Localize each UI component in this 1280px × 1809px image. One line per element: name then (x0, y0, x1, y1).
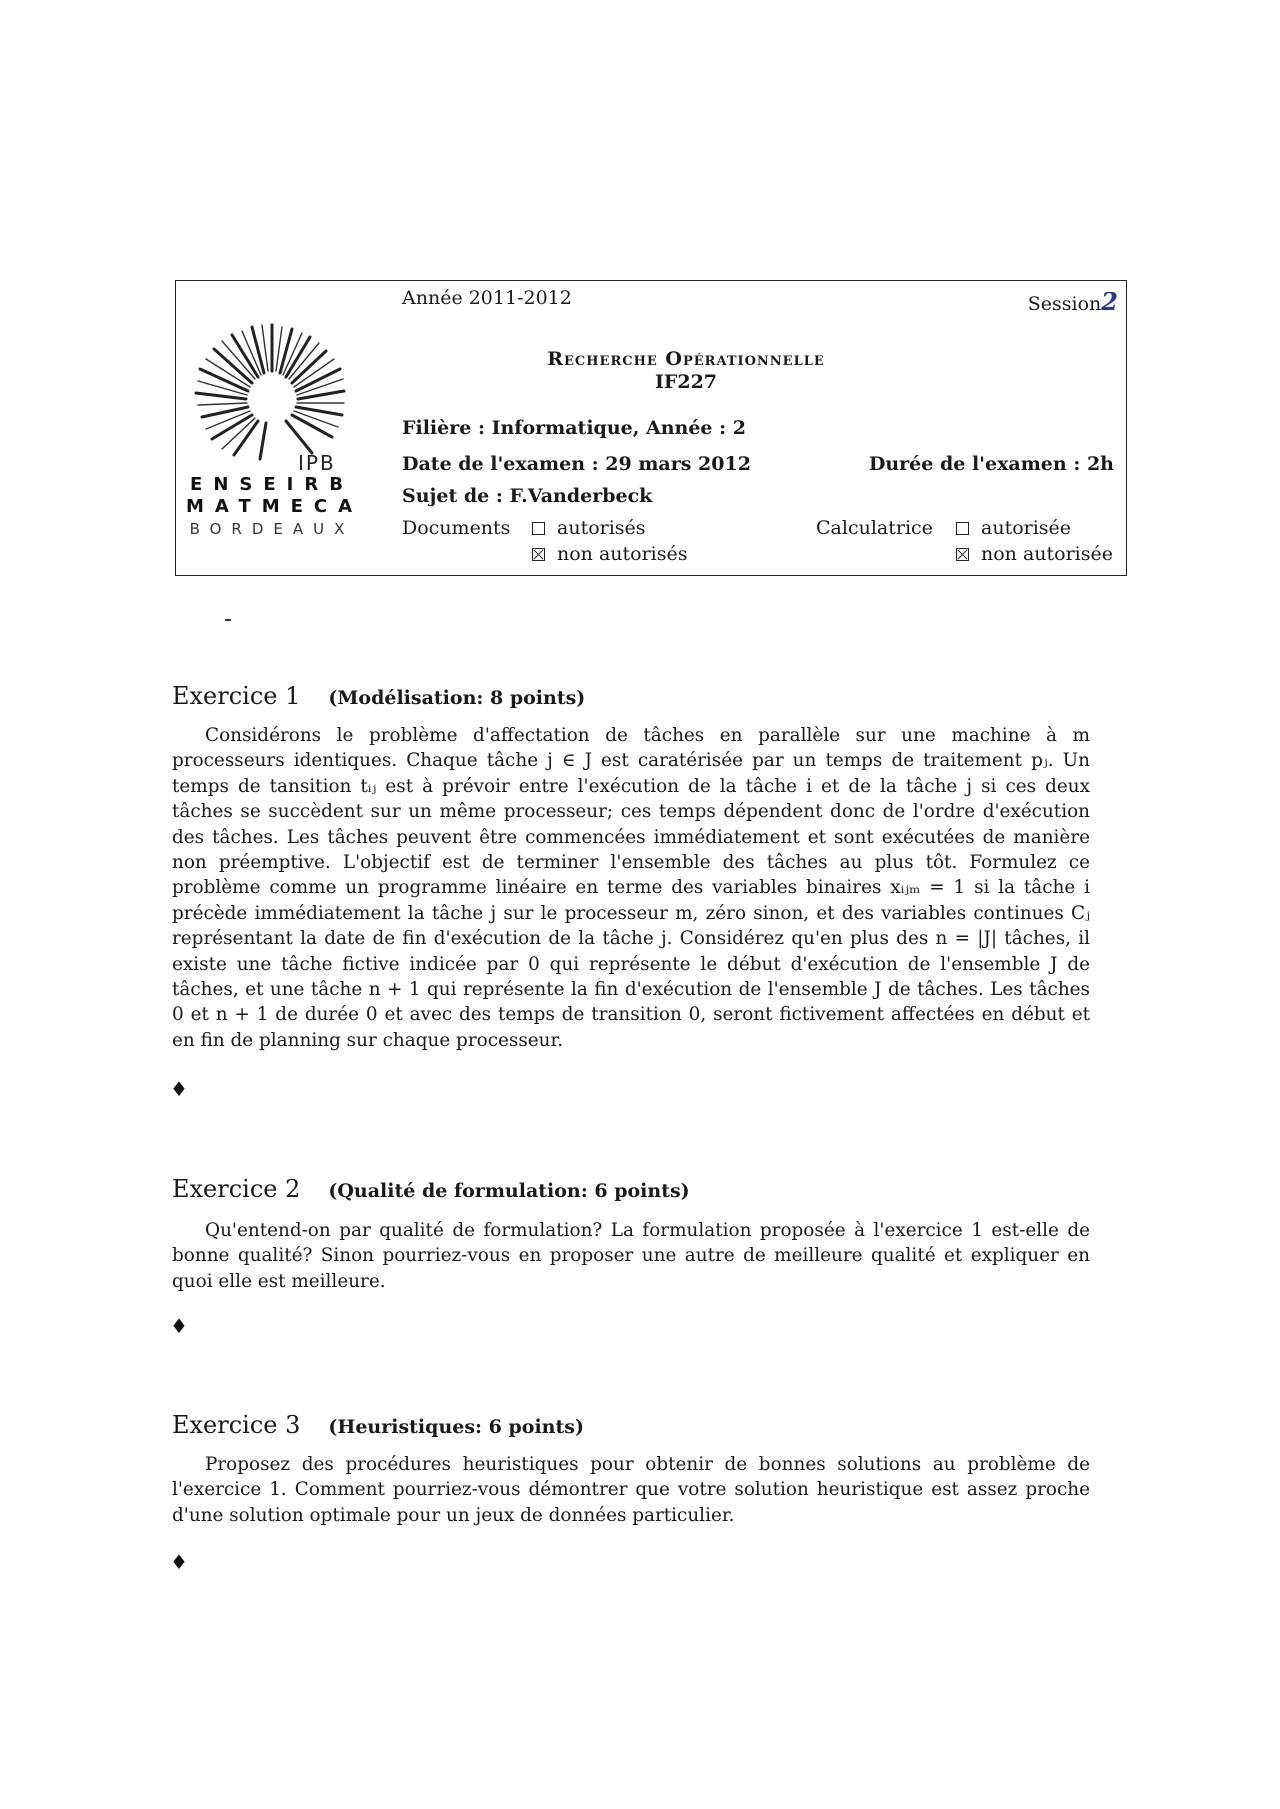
exercise-1-title: Exercice 1 (172, 682, 301, 710)
calculator-label: Calculatrice (816, 517, 933, 539)
exercise-3-title: Exercice 3 (172, 1411, 301, 1439)
ipb-enseirb-matmeca-logo (186, 321, 364, 561)
stray-mark (225, 619, 231, 621)
checkbox-unchecked-icon (532, 522, 545, 535)
exercise-1-points: (Modélisation: 8 points) (328, 687, 586, 709)
exam-date: Date de l'examen : 29 mars 2012 (402, 453, 751, 475)
calculator-option-allowed: autorisée (956, 517, 1071, 539)
documents-option-allowed: autorisés (532, 517, 646, 539)
exam-duration: Durée de l'examen : 2h (868, 453, 1114, 475)
logo-line-enseirb: ENSEIRB (190, 474, 354, 495)
exercise-3-text: Proposez des procédures heuristiques pour obtenir de bonnes solutions au problème de l'exercice 1. Comment pourriez-vous démontrer que votre solution heuristique est assez proche d'une solution optimale pour un jeux de données particulier. (172, 1454, 1090, 1526)
logo-ipb-text: IPB (298, 451, 336, 475)
logo-line-matmeca: MATMECA (186, 496, 364, 517)
checkbox-checked-icon (532, 548, 545, 561)
sunburst-icon (186, 321, 358, 461)
exercise-3-points: (Heuristiques: 6 points) (328, 1416, 584, 1438)
course-title: Recherche Opérationnelle (547, 348, 825, 370)
end-diamond-icon: ♦ (170, 1314, 188, 1338)
documents-option-not-allowed: non autorisés (532, 543, 688, 565)
logo-line-bordeaux: BORDEAUX (189, 520, 355, 538)
exercise-1-heading (172, 682, 585, 710)
session (1028, 287, 1118, 316)
exercise-1-text: Considérons le problème d'affectation de tâches en parallèle sur une machine à m processeurs identiques. Chaque tâche j ∈ J est caratérisée par un temps de traitement pⱼ. Un temps de tansition tᵢⱼ est à prévoir entre l'exécution de la tâche i et de la tâche j si ces deux tâches se succèdent sur un même processeur; ces temps dépendent donc de l'ordre d'exécution des tâches. Les tâches peuvent être commencées immédiatement et sont exécutées de manière non préemptive. L'objectif est de terminer l'ensemble des tâches au plus tôt. Formulez ce problème comme un programme linéaire en terme des variables binaires xᵢⱼₘ = 1 si la tâche i précède immédiatement la tâche j sur le processeur m, zéro sinon, et des variables continues Cⱼ représentant la date de fin d'exécution de la tâche j. Considérez qu'en plus des n = |J| tâches, il existe une tâche fictive indicée par 0 qui représente le début d'exécution de l'ensemble J de tâches, et une tâche n + 1 qui représente la fin d'exécution de l'ensemble J de tâches. Les tâches 0 et n + 1 de durée 0 et avec des temps de transition 0, seront fictivement affectées en début et en fin de planning sur chaque processeur. (172, 725, 1090, 1051)
subject-author: Sujet de : F.Vanderbeck (402, 485, 653, 507)
session-label: Session (1027, 293, 1102, 315)
exercise-2-points: (Qualité de formulation: 6 points) (328, 1180, 690, 1202)
end-diamond-icon: ♦ (170, 1550, 188, 1574)
checkbox-checked-icon (956, 548, 969, 561)
filiere-line: Filière : Informatique, Année : 2 (402, 417, 746, 439)
exercise-2-text: Qu'entend-on par qualité de formulation? La formulation proposée à l'exercice 1 est-elle de bonne qualité? Sinon pourriez-vous en proposer une autre de meilleure qualité et expliquer en quoi elle est meilleure. (172, 1220, 1090, 1292)
calculator-option-not-allowed: non autorisée (956, 543, 1113, 565)
end-diamond-icon: ♦ (170, 1077, 188, 1101)
exam-header-box (175, 280, 1127, 576)
course-code: IF227 (654, 371, 718, 393)
exercise-2-heading (172, 1175, 690, 1203)
exercise-2-title: Exercice 2 (172, 1175, 301, 1203)
academic-year: Année 2011-2012 (402, 287, 572, 309)
session-number: 2 (1101, 287, 1118, 316)
exercise-3-heading (172, 1411, 584, 1439)
checkbox-unchecked-icon (956, 522, 969, 535)
documents-label: Documents (402, 517, 511, 539)
